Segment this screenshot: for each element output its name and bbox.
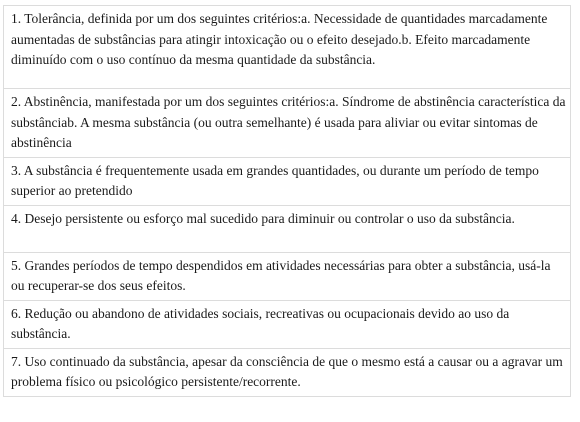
criterion-tolerance: 1. Tolerância, definida por um dos seguintes critérios:a. Necessidade de quantidades marcadamente aumentadas de substâncias para atingir intoxicação ou o efeito desejado.b. Efeito marcadamente diminuído com o uso contínuo da mesma quantidade da substância. xyxy=(4,6,571,89)
table-row xyxy=(4,6,571,89)
table-row xyxy=(4,300,571,348)
criterion-continued-use: 7. Uso continuado da substância, apesar da consciência de que o mesmo está a causar ou a agravar um problema físico ou psicológico persistente/recorrente. xyxy=(4,348,571,396)
table-row xyxy=(4,348,571,396)
criterion-activities-reduced: 6. Redução ou abandono de atividades sociais, recreativas ou ocupacionais devido ao uso da substância. xyxy=(4,300,571,348)
criterion-withdrawal: 2. Abstinência, manifestada por um dos seguintes critérios:a. Síndrome de abstinência característica da substânciab. A mesma substância (ou outra semelhante) é usada para aliviar ou evitar sintomas de abstinência xyxy=(4,89,571,158)
table-row xyxy=(4,89,571,158)
table-row xyxy=(4,205,571,252)
criterion-larger-amounts: 3. A substância é frequentemente usada em grandes quantidades, ou durante um período de tempo superior ao pretendido xyxy=(4,157,571,205)
table-row xyxy=(4,252,571,300)
criterion-persistent-desire: 4. Desejo persistente ou esforço mal sucedido para diminuir ou controlar o uso da substância. xyxy=(4,205,571,252)
criteria-table xyxy=(3,5,571,397)
criterion-time-spent: 5. Grandes períodos de tempo despendidos em atividades necessárias para obter a substância, usá-la ou recuperar-se dos seus efeitos. xyxy=(4,252,571,300)
table-row xyxy=(4,157,571,205)
